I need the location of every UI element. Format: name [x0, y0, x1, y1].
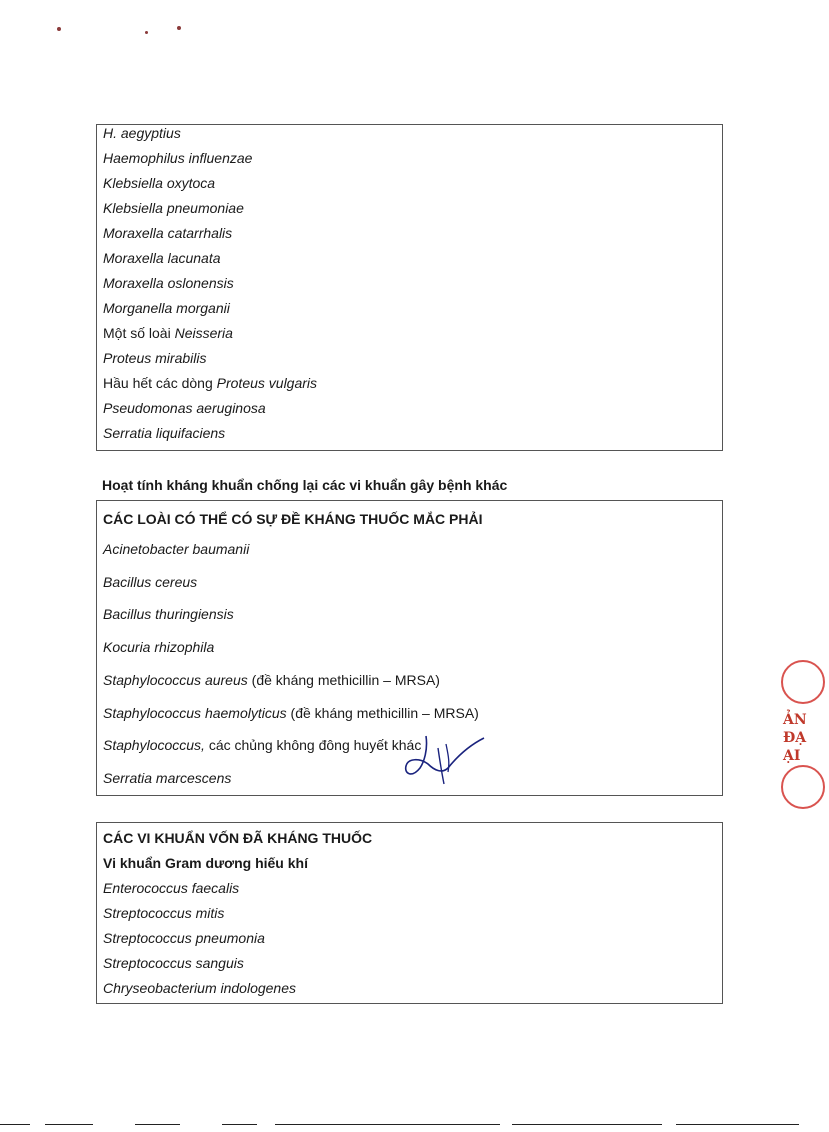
species-row	[103, 705, 479, 721]
signature	[398, 728, 488, 792]
species-row	[103, 375, 317, 391]
footer-rule	[0, 1124, 799, 1132]
species-row	[103, 150, 252, 166]
species-list-box	[96, 124, 723, 451]
species-note: Một số loài	[103, 325, 175, 341]
acquired-resistance-header: CÁC LOÀI CÓ THỂ CÓ SỰ ĐỀ KHÁNG THUỐC MẮC PHẢI	[103, 511, 483, 527]
species-row	[103, 574, 197, 590]
species-row	[103, 175, 215, 191]
species-name: Streptococcus mitis	[103, 905, 225, 921]
species-name: Streptococcus sanguis	[103, 955, 244, 971]
stamp-text: ẢN	[783, 712, 807, 728]
section-heading: Hoạt tính kháng khuẩn chống lại các vi khuẩn gây bệnh khác	[102, 477, 508, 493]
species-row	[103, 639, 214, 655]
species-name: Morganella morganii	[103, 300, 230, 316]
species-name: Klebsiella pneumoniae	[103, 200, 244, 216]
species-name: Serratia liquifaciens	[103, 425, 226, 441]
species-name: Staphylococcus aureus	[103, 671, 248, 688]
species-row	[103, 225, 232, 241]
species-row	[103, 275, 234, 291]
species-name: Haemophilus influenzae	[103, 150, 253, 166]
species-name: Moraxella lacunata	[103, 250, 221, 266]
species-note: (đề kháng methicillin – MRSA)	[247, 671, 440, 688]
stamp-arc	[781, 765, 825, 809]
partial-stamp	[769, 650, 829, 800]
species-name: Staphylococcus,	[103, 737, 205, 754]
species-name: Kocuria rhizophila	[103, 639, 215, 656]
species-row	[103, 250, 221, 266]
species-name: Acinetobacter baumanii	[103, 541, 250, 557]
species-row	[103, 425, 225, 441]
species-row	[103, 541, 249, 557]
species-note: Hầu hết các dòng	[103, 375, 217, 391]
species-name: Moraxella catarrhalis	[103, 225, 233, 241]
stamp-text: ĐẠ	[783, 730, 807, 746]
species-row	[103, 930, 265, 946]
species-name: Proteus vulgaris	[216, 375, 318, 391]
species-name: Moraxella oslonensis	[103, 275, 234, 291]
species-row	[103, 325, 233, 341]
species-row	[103, 606, 234, 622]
species-row	[103, 955, 244, 971]
species-name: Chryseobacterium indologenes	[103, 980, 296, 996]
species-row	[103, 672, 440, 688]
species-note: các chủng không đông huyết khác	[204, 737, 422, 754]
scan-speck	[177, 26, 181, 30]
species-name: Serratia marcescens	[103, 769, 232, 786]
species-row	[103, 737, 421, 753]
species-name: Streptococcus pneumonia	[103, 930, 265, 946]
stamp-text: ẠI	[783, 748, 801, 764]
species-row	[103, 905, 224, 921]
species-row	[103, 125, 181, 141]
species-row	[103, 880, 239, 896]
species-note: (đề kháng methicillin – MRSA)	[286, 704, 479, 721]
species-row	[103, 200, 244, 216]
species-name: Bacillus thuringiensis	[103, 606, 234, 623]
species-name: Klebsiella oxytoca	[103, 175, 216, 191]
intrinsic-resistance-box	[96, 822, 723, 1004]
species-row	[103, 300, 230, 316]
stamp-arc	[781, 660, 825, 704]
species-row	[103, 400, 266, 416]
species-name: Neisseria	[174, 325, 233, 341]
intrinsic-resistance-header: CÁC VI KHUẨN VỐN ĐÃ KHÁNG THUỐC	[103, 830, 373, 846]
species-name: H. aegyptius	[103, 125, 181, 141]
scan-speck	[145, 31, 148, 34]
scan-speck	[57, 27, 61, 31]
species-name: Bacillus cereus	[103, 573, 198, 590]
species-row	[103, 770, 231, 786]
species-name: Proteus mirabilis	[103, 350, 207, 366]
species-row	[103, 980, 296, 996]
species-name: Staphylococcus haemolyticus	[103, 704, 287, 721]
species-row	[103, 350, 206, 366]
species-name: Pseudomonas aeruginosa	[103, 400, 266, 416]
species-name: Enterococcus faecalis	[103, 880, 240, 896]
intrinsic-resistance-subheader: Vi khuẩn Gram dương hiếu khí	[103, 855, 308, 871]
